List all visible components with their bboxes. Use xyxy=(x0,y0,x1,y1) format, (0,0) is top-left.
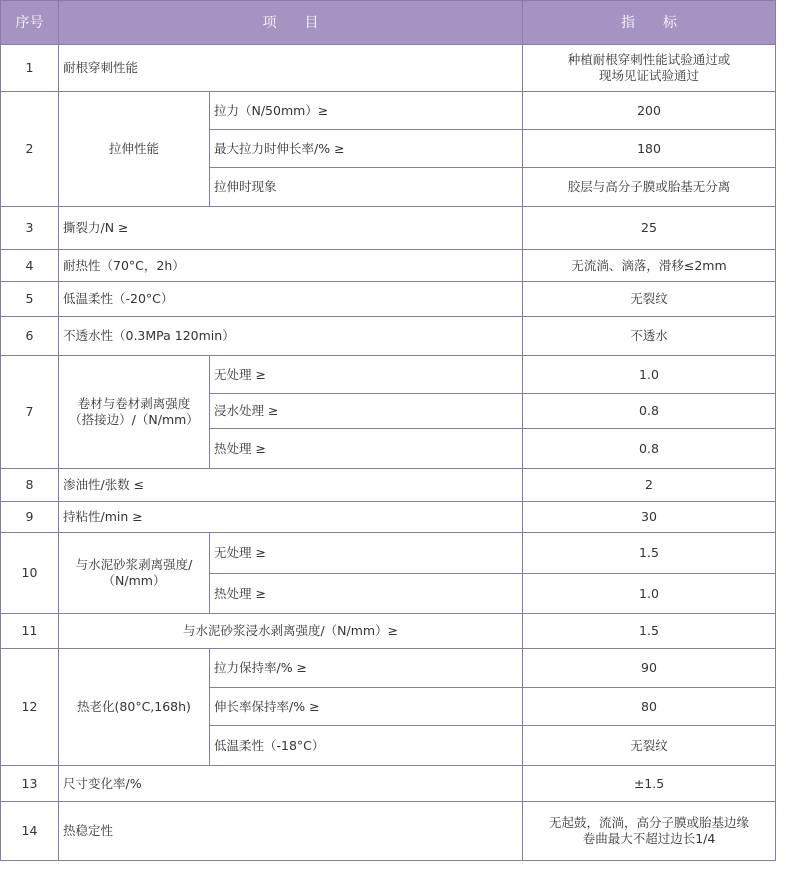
row-value: 0.8 xyxy=(523,429,776,469)
row-value: 80 xyxy=(523,688,776,726)
row-item: 卷材与卷材剥离强度 （搭接边）/（N/mm） xyxy=(59,356,210,469)
table-row xyxy=(1,766,776,802)
table-row xyxy=(1,533,776,574)
row-item: 拉伸性能 xyxy=(59,92,210,207)
row-item: 尺寸变化率/% xyxy=(59,766,523,802)
row-subitem: 无处理 ≥ xyxy=(210,356,523,394)
row-subitem: 热处理 ≥ xyxy=(210,574,523,614)
row-value: 无裂纹 xyxy=(523,282,776,317)
row-value: 胶层与高分子膜或胎基无分离 xyxy=(523,168,776,207)
row-subitem: 拉伸时现象 xyxy=(210,168,523,207)
table-row xyxy=(1,317,776,356)
row-value: 180 xyxy=(523,130,776,168)
row-value: 200 xyxy=(523,92,776,130)
row-item: 与水泥砂浆浸水剥离强度/（N/mm）≥ xyxy=(59,614,523,649)
row-value: 1.5 xyxy=(523,533,776,574)
row-subitem: 无处理 ≥ xyxy=(210,533,523,574)
row-subitem: 热处理 ≥ xyxy=(210,429,523,469)
row-subitem: 伸长率保持率/% ≥ xyxy=(210,688,523,726)
table-row xyxy=(1,502,776,533)
row-item: 热稳定性 xyxy=(59,802,523,861)
row-value: 种植耐根穿刺性能试验通过或 现场见证试验通过 xyxy=(523,45,776,92)
row-value: 不透水 xyxy=(523,317,776,356)
row-item: 渗油性/张数 ≤ xyxy=(59,469,523,502)
row-value: 无裂纹 xyxy=(523,726,776,766)
row-seq: 14 xyxy=(1,802,59,861)
table-row xyxy=(1,614,776,649)
header-seq: 序号 xyxy=(1,1,59,45)
row-item: 耐热性（70°C，2h） xyxy=(59,250,523,282)
row-subitem: 拉力（N/50mm）≥ xyxy=(210,92,523,130)
row-seq: 11 xyxy=(1,614,59,649)
row-item: 热老化(80°C,168h) xyxy=(59,649,210,766)
row-value: 无起鼓，流淌，高分子膜或胎基边缘 卷曲最大不超过边长1/4 xyxy=(523,802,776,861)
row-value: 90 xyxy=(523,649,776,688)
row-item: 撕裂力/N ≥ xyxy=(59,207,523,250)
table-row xyxy=(1,282,776,317)
table-row xyxy=(1,250,776,282)
row-value: ±1.5 xyxy=(523,766,776,802)
row-seq: 9 xyxy=(1,502,59,533)
row-value: 2 xyxy=(523,469,776,502)
row-subitem: 低温柔性（-18°C） xyxy=(210,726,523,766)
row-value: 1.0 xyxy=(523,356,776,394)
row-seq: 6 xyxy=(1,317,59,356)
row-value: 0.8 xyxy=(523,394,776,429)
table-row xyxy=(1,356,776,394)
row-seq: 10 xyxy=(1,533,59,614)
row-seq: 7 xyxy=(1,356,59,469)
row-seq: 2 xyxy=(1,92,59,207)
row-value: 1.5 xyxy=(523,614,776,649)
table-row xyxy=(1,649,776,688)
row-seq: 1 xyxy=(1,45,59,92)
table-row xyxy=(1,45,776,92)
header-index: 指 标 xyxy=(523,1,776,45)
row-seq: 13 xyxy=(1,766,59,802)
row-seq: 4 xyxy=(1,250,59,282)
row-item: 低温柔性（-20°C） xyxy=(59,282,523,317)
row-seq: 12 xyxy=(1,649,59,766)
table-row xyxy=(1,92,776,130)
table-row xyxy=(1,469,776,502)
row-value: 30 xyxy=(523,502,776,533)
table-row xyxy=(1,802,776,861)
row-value: 25 xyxy=(523,207,776,250)
row-seq: 3 xyxy=(1,207,59,250)
row-item: 耐根穿刺性能 xyxy=(59,45,523,92)
row-item: 与水泥砂浆剥离强度/ （N/mm） xyxy=(59,533,210,614)
row-subitem: 最大拉力时伸长率/% ≥ xyxy=(210,130,523,168)
row-seq: 8 xyxy=(1,469,59,502)
row-seq: 5 xyxy=(1,282,59,317)
table-header-row xyxy=(1,1,776,45)
row-value: 1.0 xyxy=(523,574,776,614)
row-item: 持粘性/min ≥ xyxy=(59,502,523,533)
row-item: 不透水性（0.3MPa 120min） xyxy=(59,317,523,356)
header-item: 项 目 xyxy=(59,1,523,45)
row-value: 无流淌、滴落，滑移≤2mm xyxy=(523,250,776,282)
table-row xyxy=(1,207,776,250)
row-subitem: 浸水处理 ≥ xyxy=(210,394,523,429)
row-subitem: 拉力保持率/% ≥ xyxy=(210,649,523,688)
